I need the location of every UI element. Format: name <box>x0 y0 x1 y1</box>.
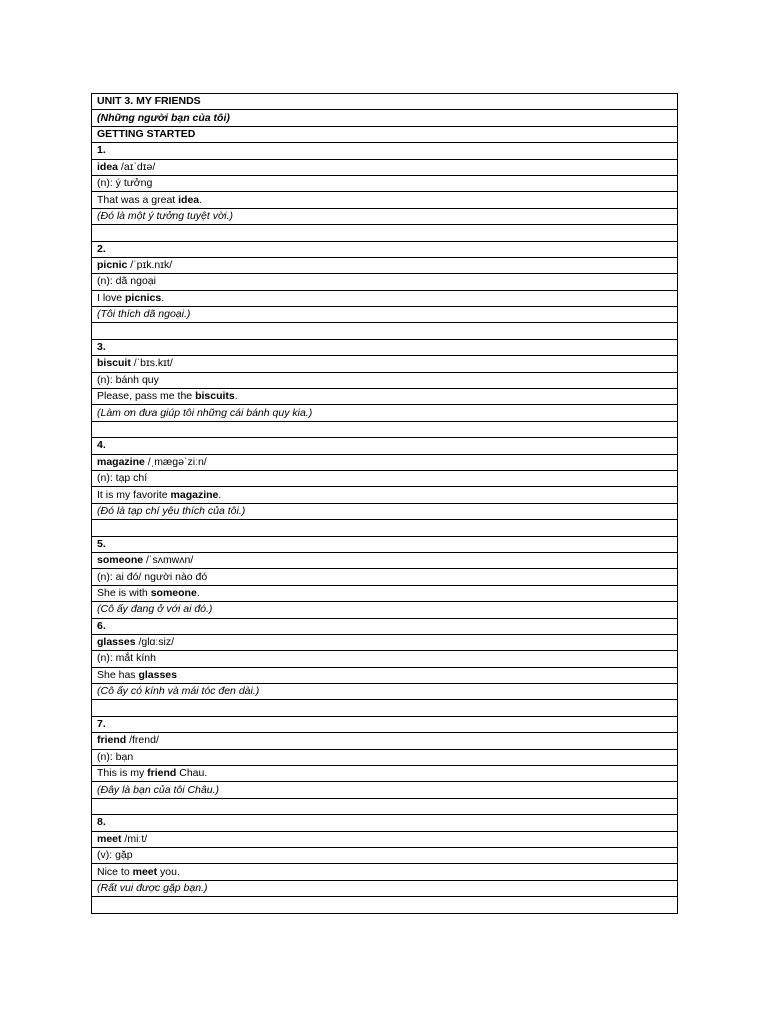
entry-word: someone <box>97 554 144 567</box>
table-row <box>92 438 678 454</box>
empty-cell <box>92 323 678 339</box>
entry-word: meet <box>97 832 122 845</box>
entry-word: glasses <box>97 636 136 649</box>
example-keyword: picnics <box>125 291 162 304</box>
table-row <box>92 552 678 568</box>
entry-translation: (Cô ấy có kính và mái tóc đen dài.) <box>92 684 678 700</box>
example-text: . <box>196 586 200 599</box>
table-row <box>92 454 678 470</box>
table-row <box>92 897 678 913</box>
table-row <box>92 880 678 896</box>
table-row <box>92 389 678 405</box>
entry-ipa: /aɪˈdɪə/ <box>118 160 156 173</box>
entry-ipa: /ɡlɑːsiz/ <box>135 636 175 649</box>
entry-meaning: (n): dã ngoại <box>92 274 678 290</box>
entry-word-cell <box>92 257 678 273</box>
entry-ipa: /frend/ <box>126 734 159 747</box>
unit-subtitle: (Những người bạn của tôi) <box>92 110 678 126</box>
table-row <box>92 225 678 241</box>
table-row <box>92 421 678 437</box>
table-row <box>92 536 678 552</box>
entry-number: 4. <box>92 438 678 454</box>
entry-word: idea <box>97 160 119 173</box>
table-row <box>92 356 678 372</box>
empty-cell <box>92 225 678 241</box>
entry-meaning: (n): tạp chí <box>92 470 678 486</box>
entry-translation: (Cô ấy đang ở với ai đó.) <box>92 602 678 618</box>
entry-word-cell <box>92 356 678 372</box>
table-row <box>92 733 678 749</box>
example-keyword: idea <box>178 193 200 206</box>
entry-meaning: (n): bánh quy <box>92 372 678 388</box>
table-row <box>92 782 678 798</box>
table-row <box>92 470 678 486</box>
table-row <box>92 684 678 700</box>
table-row <box>92 766 678 782</box>
table-row <box>92 815 678 831</box>
table-row <box>92 749 678 765</box>
entry-word-cell <box>92 159 678 175</box>
table-row <box>92 143 678 159</box>
entry-meaning: (n): bạn <box>92 749 678 765</box>
entry-number: 1. <box>92 143 678 159</box>
table-row <box>92 274 678 290</box>
entry-example <box>92 389 678 405</box>
example-text: Nice to <box>97 865 133 878</box>
entry-ipa: /ˌmæɡəˈziːn/ <box>144 455 207 468</box>
table-row <box>92 618 678 634</box>
table-row <box>92 716 678 732</box>
entry-example <box>92 487 678 503</box>
entry-translation: (Tôi thích dã ngoại.) <box>92 307 678 323</box>
entry-example <box>92 667 678 683</box>
example-text: That was a great <box>97 193 179 206</box>
vocabulary-table <box>91 93 678 914</box>
entry-word: magazine <box>97 455 145 468</box>
entry-word-cell <box>92 733 678 749</box>
example-text: . <box>199 193 203 206</box>
example-keyword: biscuits <box>195 390 235 403</box>
table-row <box>92 208 678 224</box>
entry-word: friend <box>97 734 127 747</box>
table-row <box>92 847 678 863</box>
example-text: This is my <box>97 767 148 780</box>
empty-cell <box>92 897 678 913</box>
table-row <box>92 94 678 110</box>
entry-meaning: (n): ai đó/ người nào đó <box>92 569 678 585</box>
entry-example <box>92 766 678 782</box>
table-row <box>92 241 678 257</box>
entry-ipa: /miːt/ <box>121 832 148 845</box>
example-text: you. <box>157 865 180 878</box>
table-row <box>92 585 678 601</box>
example-keyword: magazine <box>170 488 219 501</box>
example-keyword: friend <box>147 767 177 780</box>
table-row <box>92 307 678 323</box>
entry-word-cell <box>92 634 678 650</box>
table-row <box>92 159 678 175</box>
table-row <box>92 257 678 273</box>
entry-number: 7. <box>92 716 678 732</box>
empty-cell <box>92 421 678 437</box>
example-text: She has <box>97 668 139 681</box>
entry-example <box>92 192 678 208</box>
section-heading: GETTING STARTED <box>92 126 678 142</box>
table-row <box>92 520 678 536</box>
entry-word: picnic <box>97 259 128 272</box>
entry-ipa: /ˈbɪs.kɪt/ <box>130 357 173 370</box>
entry-ipa: /ˈpɪk.nɪk/ <box>127 259 173 272</box>
entry-number: 3. <box>92 339 678 355</box>
table-row <box>92 126 678 142</box>
table-row <box>92 634 678 650</box>
empty-cell <box>92 520 678 536</box>
entry-number: 5. <box>92 536 678 552</box>
table-row <box>92 192 678 208</box>
table-row <box>92 798 678 814</box>
table-row <box>92 569 678 585</box>
table-row <box>92 405 678 421</box>
empty-cell <box>92 700 678 716</box>
table-row <box>92 290 678 306</box>
table-row <box>92 487 678 503</box>
example-text: She is with <box>97 586 151 599</box>
table-row <box>92 323 678 339</box>
entry-number: 6. <box>92 618 678 634</box>
table-row <box>92 831 678 847</box>
entry-number: 8. <box>92 815 678 831</box>
entry-meaning: (v): gặp <box>92 847 678 863</box>
entry-word: biscuit <box>97 357 131 370</box>
entry-translation: (Rất vui được gặp bạn.) <box>92 880 678 896</box>
entry-example <box>92 290 678 306</box>
example-keyword: someone <box>150 586 197 599</box>
example-text: I love <box>97 291 126 304</box>
example-keyword: meet <box>132 865 158 878</box>
entry-example <box>92 864 678 880</box>
table-row <box>92 175 678 191</box>
table-row <box>92 864 678 880</box>
table-row <box>92 651 678 667</box>
example-text: . <box>234 390 238 403</box>
example-text: It is my favorite <box>97 488 171 501</box>
entry-meaning: (n): mắt kính <box>92 651 678 667</box>
example-text: . <box>161 291 165 304</box>
table-row <box>92 110 678 126</box>
entry-number: 2. <box>92 241 678 257</box>
entry-word-cell <box>92 454 678 470</box>
table-row <box>92 700 678 716</box>
table-row <box>92 372 678 388</box>
entry-meaning: (n): ý tưởng <box>92 175 678 191</box>
example-text: Please, pass me the <box>97 390 196 403</box>
empty-cell <box>92 798 678 814</box>
entry-translation: (Đó là tạp chí yêu thích của tôi.) <box>92 503 678 519</box>
table-row <box>92 602 678 618</box>
example-keyword: glasses <box>138 668 177 681</box>
example-text: . <box>218 488 222 501</box>
entry-word-cell <box>92 552 678 568</box>
table-row <box>92 667 678 683</box>
table-row <box>92 339 678 355</box>
example-text: Chau. <box>176 767 208 780</box>
entry-translation: (Làm ơn đưa giúp tôi những cái bánh quy kia.) <box>92 405 678 421</box>
entry-translation: (Đây là bạn của tôi Châu.) <box>92 782 678 798</box>
unit-title: UNIT 3. MY FRIENDS <box>92 94 678 110</box>
entry-example <box>92 585 678 601</box>
entry-ipa: /ˈsʌmwʌn/ <box>143 554 194 567</box>
entry-word-cell <box>92 831 678 847</box>
table-row <box>92 503 678 519</box>
entry-translation: (Đó là một ý tưởng tuyệt vời.) <box>92 208 678 224</box>
